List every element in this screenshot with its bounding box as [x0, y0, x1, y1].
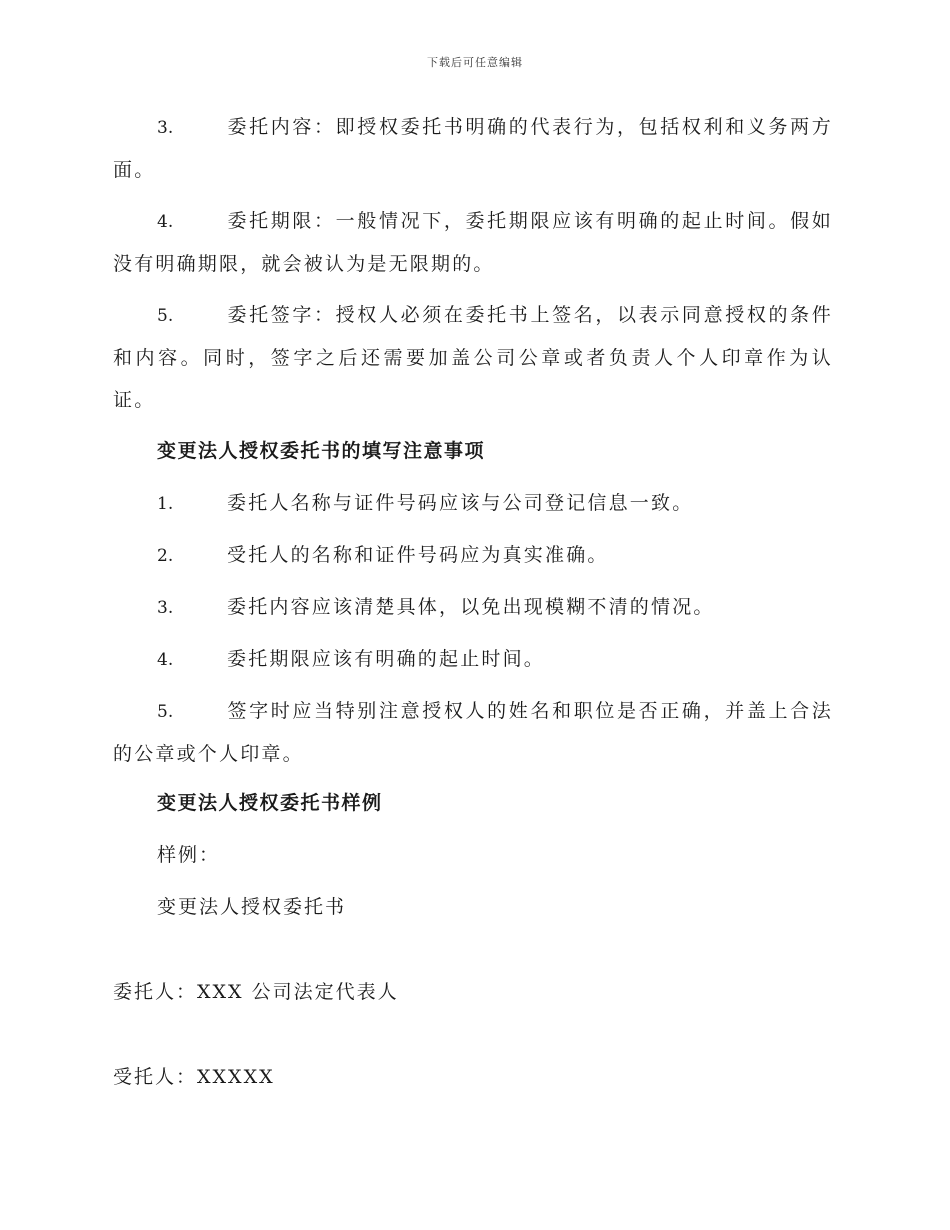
item-number: 5.	[157, 702, 174, 722]
item-number: 2.	[157, 546, 174, 566]
sample-label: 样例：	[157, 844, 221, 866]
item-text: 委托内容：即授权委托书明确的代表行为，包括权利和义务两方面。	[113, 116, 833, 181]
list-item	[113, 638, 833, 681]
item-text: 委托期限：一般情况下，委托期限应该有明确的起止时间。假如没有明确期限，就会被认为是无限期的。	[113, 210, 833, 275]
item-number: 3.	[157, 118, 174, 138]
item-number: 4.	[157, 650, 174, 670]
list-item	[113, 482, 833, 525]
doc-title: 变更法人授权委托书	[157, 896, 347, 918]
page-header: 下载后可任意编辑	[427, 56, 523, 69]
item-text: 委托签字：授权人必须在委托书上签名，以表示同意授权的条件和内容。同时，签字之后还需要加盖公司公章或者负责人个人印章作为认证。	[113, 304, 833, 411]
item-text: 签字时应当特别注意授权人的姓名和职位是否正确，并盖上合法的公章或个人印章。	[113, 700, 833, 765]
agent-line: 受托人：XXXXX	[113, 1066, 275, 1088]
item-number: 5.	[157, 306, 174, 326]
item-number: 1.	[157, 494, 174, 514]
section-heading: 变更法人授权委托书的填写注意事项	[157, 440, 486, 462]
item-text: 受托人的名称和证件号码应为真实准确。	[227, 544, 609, 566]
list-item	[113, 534, 833, 577]
item-text: 委托内容应该清楚具体，以免出现模糊不清的情况。	[227, 596, 715, 618]
list-item	[113, 106, 833, 191]
item-number: 3.	[157, 598, 174, 618]
principal-line: 委托人：XXX 公司法定代表人	[113, 981, 399, 1003]
section-heading: 变更法人授权委托书样例	[157, 792, 383, 814]
list-item	[113, 586, 833, 629]
list-item	[113, 200, 833, 285]
item-text: 委托人名称与证件号码应该与公司登记信息一致。	[227, 492, 694, 514]
list-item	[113, 690, 833, 775]
list-item	[113, 294, 833, 421]
item-text: 委托期限应该有明确的起止时间。	[227, 648, 546, 670]
item-number: 4.	[157, 212, 174, 232]
